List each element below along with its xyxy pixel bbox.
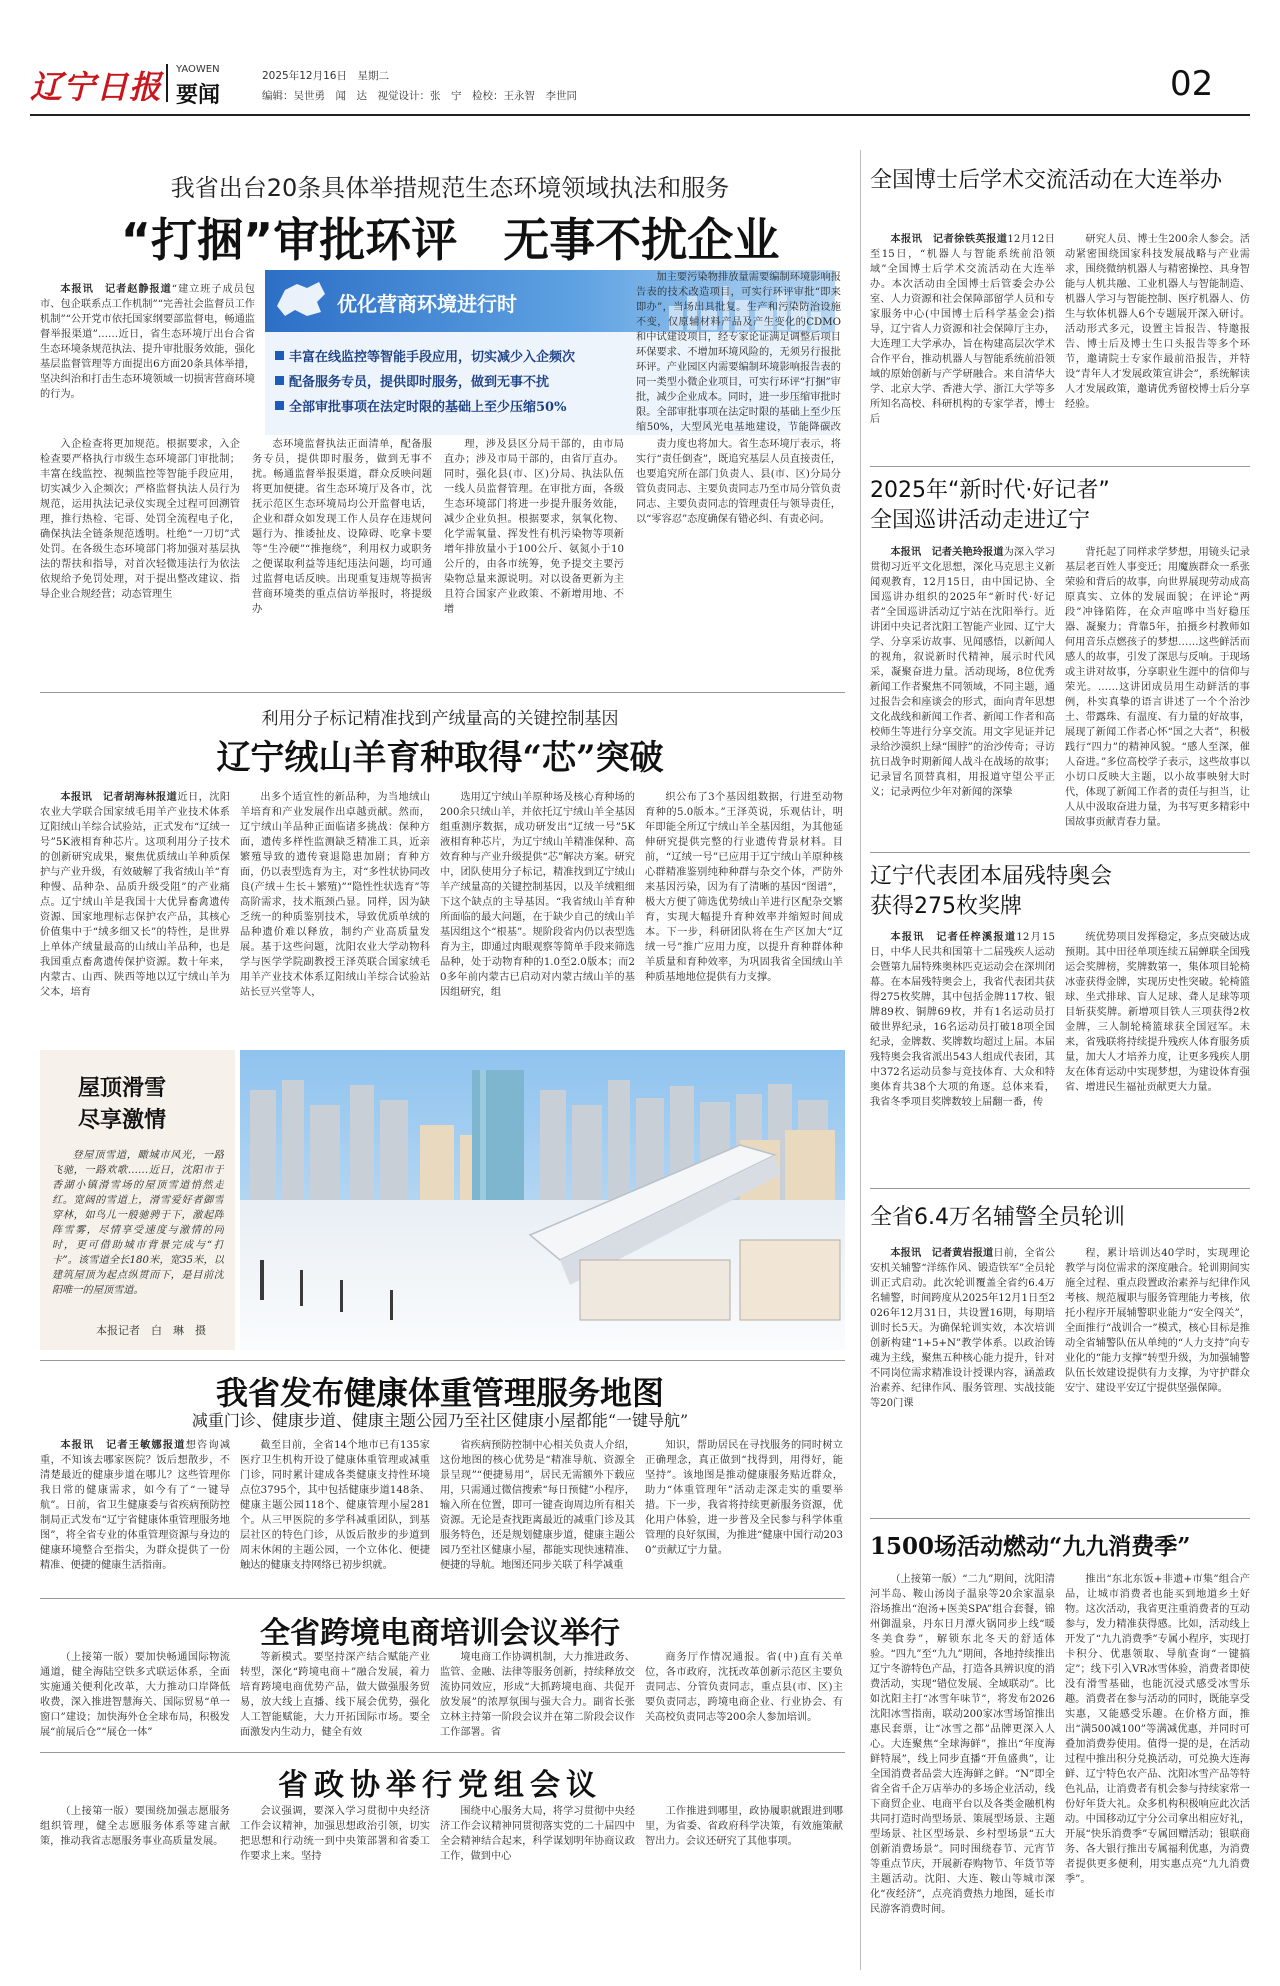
article-col: 出多个适宜性的新品种，为当地绒山羊培育和产业发展作出卓越贡献。然而，辽宁绒山羊品种正面临诸多挑战：保种方面，遗传多样性监测缺乏精准工具，近亲繁殖导致的遗传衰退隐患加剧；育种方面，仍以表型选育为主，对“多性状协同改良(产绒＋生长＋繁殖)”“隐性性状选育”等高阶需求，技术瓶颈凸显。同样，因为缺乏统一的种质鉴别技术，导致优质单绒的品种遗价难以释放，制约产业高质量发展。基于这些问题，沈阳农业大学动物科学与医学学院副教授王泽英联合国家绒毛用羊产业技术体系辽阳绒山羊综合试验站站长豆兴堂等人， — [240, 792, 430, 998]
rooftop-ski-illustration — [240, 1050, 845, 1350]
section-cn: 要闻 — [176, 83, 221, 108]
article-col: 推出“东北东饭+非遗+市集”组合产品，让城市消费者也能买到地道乡土好物。这次活动，我省更注重消费者的互动参与，发力精准获得感。比如，活动线上开发了“九九消费季”专属小程序，实现打卡积分、优惠领取、导航查询“一键搞定”；线下引入VR冰雪体验，消费者即使没有滑雪基础，也能沉浸式感受冰雪乐趣。消费者在参与活动的同时，既能享受实惠，又能感受乐趣。在价格方面，推出“满500减100”等满减优惠，并同时可叠加消费券使用。值得一提的是，在活动过程中推出积分兑换活动，可兑换大连海鲜、辽宁特色农产品、沈阳冰雪产品等特色礼品，让消费者有机会参与持续家常一份好年货大礼。众多机构积极响应此次活动。中国移动辽宁分公司拿出相应好礼，开展“快乐消费季”专属回赠活动；银联商务、各大银行推出专属福利优惠，为消费者提供更多便利，用实惠点亮“九九消费季”。 — [1065, 1574, 1250, 1885]
article-col: 本报讯 记者胡海林报道近日，沈阳农业大学联合国家绒毛用羊产业技术体系辽阳绒山羊综合试验站，正式发布“辽绒一号”5K液相育种芯片。这项利用分子技术的创新研究成果，聚焦优质绒山羊种质保护与产业升级，有效破解了我省绒山羊“育种慢、品种杂、品质升级受阻”的产业痛点。辽宁绒山羊是我国十大优异畜禽遗传资源、国家地理标志保护农产品，其核心价值集中于“绒多细又长”的特性，是世界上单体产绒量最高的山绒山羊品种，也是我国重点畜禽遗传保护资源。数十年来，内蒙古、山西、陕西等地以辽宁绒山羊为父本，培育 — [40, 792, 230, 998]
banner-title: 优化营商环境进行时 — [337, 292, 517, 316]
logo-text: 辽宁日报 — [30, 68, 163, 106]
article-col: 入企检查将更加规范。根据要求，入企检查要严格执行市级生态环境部门审批制；丰富在线监控、视频监控等智能手段应用，切实减少入企频次；严格监督执法人员行为规范，运用执法记录仪实现全过程可回溯管理，推行热检、宅哥、处罚全流程电子化，确保执法全链条规范透明。杜绝“一刀切”式处罚。在各级生态环境部门将加强对基层执法的帮扶和指导，对首次轻微违法行为依法依规给予免罚处理，对于提出整改建议、指导企业合规经营；动态管理生 — [40, 439, 240, 600]
article-col: 本报讯 记者关艳玲报道为深入学习贯彻习近平文化思想，深化马克思主义新闻观教育，12月15日，由中国记协、全国巡讲办组织的2025年“新时代·好记者”全国巡讲活动辽宁站在沈阳举行。近讲团中央记者沈阳工智能产业园、辽宁大学、分享采访故事、见闻感悟，以新闻人的视角，叙说新时代精神，展示时代风采，凝聚奋进力量。活动现场，8位优秀新闻工作者聚焦不同领域，不同主题，通过报告会和座谈会的形式，面向青年思想文化战线和新闻工作者、新闻工作者和高校师生等进行分享交流。用文字见证并记录给沙漠织上绿“围脖”的治沙传奇；寻访抗日战争时期新闻人战斗在战场的故事；记录冒名顶替真相，用报道守望公平正义；记录两位少年对新闻的深挚 — [870, 547, 1055, 798]
article-intro: 本报讯 记者赵静报道“建立班子成员包市、包企联系点工作机制”“完善社会监督员工作机制”“公开党市依托国家纲要部监督电，畅通监督举报渠道”……近日，省生态环境厅出台合省生态环境条规范执法、提升审批服务效能，强化基层监督管理等方面提出6方面20条具体举措，坚决纠治和打击生态环境领域一切损害营商环境的行为。 — [40, 284, 255, 400]
article-subtitle: 减重门诊、健康步道、健康主题公园乃至社区健康小屋都能“一键导航” — [191, 1411, 689, 1430]
article-subtitle: 我省出台20条具体举措规范生态环境领域执法和服务 — [170, 174, 730, 202]
skiing-text: 登屋顶雪道，瞰城市风光，一路飞驰，一路欢歌……近日，沈阳市于香湖小镇滑雪场的屋顶雪道悄然走红。宽阔的雪道上，滑雪爱好者御雪穿林，如鸟儿一般驰骋于下，激起阵阵雪雾，尽情享受速度与激情的同时，更可借助城市背景完成与“打卡”。该雪道全长180米，宽35米，以建筑屋顶为起点纵贯而下，是目前沈阳唯一的屋顶雪道。 — [52, 1150, 224, 1296]
square-bullet-icon — [275, 401, 284, 410]
rooftop-ski-photo — [240, 1050, 845, 1350]
article-col: 商务厅作情况通报。省(中)直有关单位，各市政府，沈抚改革创新示范区主要负责同志、分管负责同志，重点县(市、区)主要负责同志，跨境电商企业、行业协会、有关高校负责同志等200余人参加培训。 — [645, 1652, 843, 1723]
square-bullet-icon — [275, 376, 284, 385]
article-subtitle: 利用分子标记精准找到产绒量高的关键控制基因 — [261, 709, 619, 729]
article-title: 全省6.4万名辅警全员轮训 — [870, 1205, 1125, 1230]
page-number: 02 — [1170, 64, 1214, 104]
editors-line: 编辑：吴世勇 闻 达 视觉设计：张 宁 检校：王永智 李世同 — [262, 90, 577, 102]
article-col: （上接第一版）要加快畅通国际物流通道，健全海陆空铁多式联运体系，全面实施通关便利化改革，大力推动口岸降低收费，深入推进智慧海关、国际贸易“单一窗口”建设；加快海外仓全球布局，积极发展“前展后仓”“展仓一体” — [40, 1652, 230, 1738]
newspaper-logo — [30, 62, 162, 108]
date-line: 2025年12月16日 星期二 — [262, 70, 389, 82]
article-col: 态环境监督执法正面清单，配备服务专员，提供即时服务，做到无事不扰。畅通监督举报渠道，群众反映问题将更加便捷。省生态环境厅及各市，沈抚示范区生态环境局均公开监督电话，企业和群众如发现工作人员存在违规问题行为、推诿扯皮、设障碍、吃拿卡要等“生冷硬”“推拖绕”，利用权力或职务之便谋取利益等违纪违法问题，均可通过监督电话反映。出现重复违规等损害营商环境类的重点信访举报时，将提级办 — [252, 439, 432, 615]
article-col: 背托起了同样求学梦想，用镜头记录基层老百姓人事变迁；用魔族群众一系张荣验和背后的故事，向世界展现劳动成高原真实、立体的发展面貌；在评论“两段”冲锋陷阵，在众声喧哗中当好稳压器、凝聚力；背靠5年，拍摄乡村教师如何用音乐点燃孩子的梦想……这些鲜活而感人的故事，引发了深思与反响。于现场或主讲对故事，分享职业生涯中的信仰与荣光。……这讲团成员用生动鲜活的事例，朴实真挚的语言讲述了一个个治沙土、带露珠、有温度、有力量的好故事，展现了新闻工作者心怀“国之大者”，积极践行“四力”的精神风貌。“感人至深，催人奋进。”多位高校学子表示，这些故事以小切口反映大主题，以小故事映射大时代，体现了新闻工作者的责任与担当，让人从中汲取奋进力量，为书写更多精彩中国故事贡献青春力量。 — [1065, 547, 1250, 828]
article-col: 会议强调，要深入学习贯彻中央经济工作会议精神，加强思想政治引领，切实把思想和行动统一到中央策部署和省委工作要求上来。坚持 — [240, 1806, 430, 1862]
masthead — [0, 0, 1280, 122]
article-title: 全国博士后学术交流活动在大连举办 — [870, 168, 1223, 193]
article-col: （上接第一版）“二九”期间，沈阳清河半岛、鞍山汤岗子温泉等20余家温泉浴场推出“泡汤+医美SPA”组合套餐，锦州御温泉，丹东日月潭火锅同步上线“暖冬美食券”，解锁东北冬天的舒适体验。“四九”至“九九”期间，各地持续推出辽宁冬游特色产品，打造各具辨识度的消费活动，实现“错位发展、全域联动”。比如沈阳主打“冰雪年味节”，将发布2026沈阳冰雪指南，联动200家冰雪场馆推出惠民套票，让“冰雪之都”品牌更深入人心。大连聚焦“全球海鲜”，推出“年度海鲜特展”，线上同步直播“开鱼盛典”，让全国消费者品尝大连海鲜之鲜。“N”即全省全省千企万店举办的多场企业活动，线下商贸企业、电商平台以及各类金融机构共同打造时尚型场景、策展型场景、主题型场景、社区型场景、乡村型场景“五大创新消费场景”。同时围绕春节、元宵节等重点节庆，开展新春购物节、年货节等主题活动。沈阳、大连、鞍山等城市深化“夜经济”，点亮消费热力地图，延长市民游客消费时间。 — [870, 1574, 1055, 1915]
banner-point: 丰富在线监控等智能手段应用，切实减少入企频次 — [275, 346, 825, 365]
article-col: 省疾病预防控制中心相关负责人介绍，这份地图的核心优势是“精准导航、资源全景呈现”“便捷易用”，居民无需额外下载应用，只需通过微信搜索“每日预健”小程序，输入所在位置，即可一键查询周边所有相关资源。无论是查找距离最近的减重门诊及其服务特色，还是规划健康步道，健康主题公园乃至社区健康小屋，都能实现快速精准、便捷的导航。地图还同步关联了科学减重 — [440, 1440, 635, 1571]
article-title: 2025年“新时代·好记者” 全国巡讲活动走进辽宁 — [870, 478, 1110, 533]
article-col: 责力度也将加大。省生态环境厅表示，将实行“责任倒查”，既追究基层人员直接责任，也要追究所在部门负责人、县(市、区)分局分管负责同志、主要负责同志乃至市局分管负责同志、主要负责同志的管理责任与领导责任，以“零容忍”态度确保有错必纠、有责必问。 — [636, 439, 841, 525]
article-col: 本报讯 记者任梓溪报道12月15日，中华人民共和国第十二届残疾人运动会暨第九届特殊奥林匹克运动会在深圳闭幕。在本届残特奥会上，我省代表团共获得275枚奖牌，其中包括金牌117枚、银牌89枚、铜牌69枚，并有1名运动员打破世界纪录，16名运动员打破18项全国纪录，金牌数、奖牌数均超过上届。本届残特奥会我省派出543人组成代表团，其中372名运动员参与竞技体育、大众和特奥体育共38个大项的角逐。总体来看，我省冬季项目奖牌数较上届翻一番，传 — [870, 932, 1055, 1108]
banner-point: 全部审批事项在法定时限的基础上至少压缩50% — [275, 396, 825, 415]
article-title: 1500场活动燃动“九九消费季” — [870, 1533, 1191, 1560]
article-title: 全省跨境电商培训会议举行 — [260, 1616, 620, 1651]
section-en: YAOWEN — [176, 64, 220, 75]
article-col: 研究人员、博士生200余人参会。活动紧密围绕国家科技发展战略与产业需求，围绕微纳机器人与精密操控、具身智能与人机共融、工业机器人与智能制造、机器人学习与智能控制、医疗机器人、仿生与软体机器人6个专题展开深入研讨。活动形式多元，设置主旨报告、特邀报告、博士后及博士生口头报告等多个环节，邀请院士专家作最前沿报告，并特设“青年人才发展政策宣讲会”，系统解读人才发展政策，邀请优秀留校博士后分享经验。 — [1065, 234, 1250, 410]
article-col: 织公布了3个基因组数据，行进至动物育种的5.0版本。”王泽英说，乐观估计，明年即能全所辽宁绒山羊全基因组，为其他延伸研究提供完整的行业遗传背景材料。目前，“辽绒一号”已应用于辽宁绒山羊原种核心群精准鉴别纯种种群与杂交个体，严防外来基因污染，因为有了清晰的基因“图谱”，极大方便了筛选优势绒山羊进行区配杂交繁育，实现大幅提升育种效率并缩短时间成本。下一步，科研团队将在生产区加大“辽绒一号”推广应用力度，以提升育种群体种羊质量和育种效率，为巩固我省全国绒山羊种质基地地位提供有力支撑。 — [645, 792, 843, 983]
article-col: 等新模式。要坚持深产结合赋能产业转型，深化“跨境电商＋”融合发展，着力培育跨境电商优势产品，做大做强服务贸易，放大线上直播、线下展会优势，强化人工智能赋能，大力开拓国际市场。要全面激发内生动力，健全有效 — [240, 1652, 430, 1738]
article-col: 工作推进到哪里，政协履职就跟进到哪里，为省委、省政府科学决策，有效施策献智出力。会议还研究了其他事项。 — [645, 1806, 843, 1847]
skiing-title: 屋顶滑雪 尽享激情 — [78, 1075, 167, 1133]
article-col: 知识，帮助居民在寻找服务的同时树立正确理念，真正做到“找得到，用得好，能坚持”。该地图是推动健康服务贴近群众，助力“体重管理年”活动走深走实的重要举措。下一步，我省将持续更新服务资源，优化用户体验，进一步普及全民参与科学体重管理的良好氛围，为推进“健康中国行动2030”贡献辽宁力量。 — [645, 1440, 843, 1556]
right-column-divider — [860, 150, 861, 1970]
photo-credit: 本报记者 白 琳 摄 — [96, 1324, 206, 1337]
article-col: 加主要污染物排放量需要编制环境影响报告表的技术改造项目，可实行环评审批“即来即办”，当场出具批复。生产和污染防治设施不变，仅原辅材料产品及产生变化的CDMO和中试建设项目，经专家论证满足调整后项目环保要求、不增加环境风险的，无须另行报批环评。产业园区内需要编制环境影响报告表的同一类型小微企业项目，可实行环评“打捆”审批，减少企业成本。同时，进一步压缩审批时限。全部审批事项在法定时限的基础上至少压缩50%，大型风光电基地建设，节能降碳改 — [636, 272, 841, 433]
article-col: 截至目前，全省14个地市已有135家医疗卫生机构开设了健康体重管理或减重门诊，同时累计建成各类健康支持性环境点位3795个，其中包括健康步道148条、健康主题公园118个、健康管理小屋281个。从三甲医院的多学科减重团队，到基层社区的特色门诊，从饭后散步的步道到周末休闲的主题公园，一个立体化、便捷触达的健康支持网络已初步织就。 — [240, 1440, 430, 1571]
article-title: 辽宁绒山羊育种取得“芯”突破 — [216, 738, 664, 778]
article-col: 本报讯 记者徐铁英报道12月12日至15日，“机器人与智能系统前沿领域”全国博士后学术交流活动在大连举办。本次活动由全国博士后管委会办公室、人力资源和社会保障部留学人员和专家服务中心(中国博士后科学基金会)指导，辽宁省人力资源和社会保障厅主办，大连理工大学承办，旨在构建高层次学术合作平台，推动机器人与智能系统前沿领域的原始创新与产学研融合。来自清华大学、北京大学、香港大学、浙江大学等多所知名高校、科研机构的专家学者，博士后 — [870, 234, 1055, 425]
article-title: 省政协举行党组会议 — [278, 1768, 602, 1803]
map-icon — [271, 276, 331, 324]
banner-point: 配备服务专员，提供即时服务，做到无事不扰 — [275, 371, 825, 390]
article-col: 选用辽宁绒山羊原种场及核心育种场的200余只绒山羊，并依托辽宁绒山羊全基因组重测序数据，成功研发出“辽绒一号”5K液相育种芯片，为辽宁绒山羊精准保种、高效育种与产业升级提供“芯”解决方案。研究中，团队使用分子标记，精准找到辽宁绒山羊产绒量高的关键控制基因，以及羊绒粗细下这个缺点的主导基因。“我省绒山羊育种所面临的最大问题，在于缺少自己的绒山羊基因组这个“根基”。规阶段省内仍以表型选育为主，即通过肉眼观察等简单手段来筛选品种，处于动物育种的1.0至2.0版本；而20多年前内蒙古已启动对内蒙古绒山羊的基因组研究，组 — [440, 792, 635, 998]
article-title: 我省发布健康体重管理服务地图 — [215, 1374, 664, 1412]
article-title: 辽宁代表团本届残特奥会 获得275枚奖牌 — [870, 864, 1113, 919]
article-col: 本报讯 记者王敏娜报道想咨询减重，不知该去哪家医院？饭后想散步，不清楚最近的健康步道在哪儿？这些管理你我日常的健康需求，如今有了“一键导航”。日前，省卫生健康委与省疾病预防控制局正式发布“辽宁省健康体重管理服务地图”，将全省专业的体重管理资源与身边的健康环境整合至指尖，为群众提供了一份精准、便捷的健康生活指南。 — [40, 1440, 230, 1571]
masthead-rule — [30, 114, 1250, 116]
article-col: 境电商工作协调机制，大力推进政务、监管、金融、法律等服务创新，持续释放交流协同效应，形成“大抓跨境电商、共促开放发展”的浓厚氛围与强大合力。副省长张立林主持第一阶段会议并在第二阶段会议作工作部署。省 — [440, 1652, 635, 1738]
article-col: 本报讯 记者黄岩报道日前，全省公安机关辅警“洋练作风、锻造铁军”全员轮训正式启动。此次轮训覆盖全省约6.4万名辅警，时间跨度从2025年12月1日至2026年12月31日，共设置16期，每期培训时长5天。为确保轮训实效，本次培训创新构建“1+5+N”教学体系。以政治铸魂为主线，聚焦五种核心能力提升，针对不同岗位需求精准设计授课内容，涵盖政治素养、纪律作风、服务管理、实战技能等20门课 — [870, 1248, 1055, 1409]
article-col: （上接第一版）要围绕加强志愿服务组织管理，健全志愿服务体系等建言献策，推动我省志愿服务事业高质量发展。 — [40, 1806, 230, 1847]
square-bullet-icon — [275, 351, 284, 360]
article-col: 统优势项目发挥稳定，多点突破达成预期。其中田径单项连续五届蝉联全国残运会奖牌榜，奖牌数第一，集体项目轮椅冰壶获得金牌，实现历史性突破。轮椅篮球、坐式排球、盲人足球、聋人足球等项目斩获奖牌。新增项目铁人三项获得2枚金牌，三人制轮椅篮球获全国冠军。未来，省残联将持续提升残疾人体育服务质量，加大人才培养力度，让更多残疾人朋友在体育运动中实现梦想，为建设体育强省、增进民生福祉贡献更大力量。 — [1065, 932, 1250, 1093]
article-col: 围绕中心服务大局，将学习贯彻中央经济工作会议精神同贯彻落实党的二十届四中全会精神结合起来，科学谋划明年协商议政工作，做到中心 — [440, 1806, 635, 1862]
article-title: “打捆”审批环评 无事不扰企业 — [120, 213, 780, 267]
article-col: 程，累计培训达40学时，实现理论教学与岗位需求的深度融合。轮训期间实施全过程、重点段置政治素养与纪律作风考核、规范履职与服务管理能力考核，依托小程序开展辅警职业能力“安全闯关”，全面推行“战训合一”模式，核心目标是推动全省辅警队伍从单纯的“人力支持”向专业化的“能力支撑”转型升级，为加强辅警队伍长效建设提供有力支撑，为守护群众安宁、建设平安辽宁提供坚强保障。 — [1065, 1248, 1250, 1394]
article-col: 理，涉及县区分局干部的，由市局直办；涉及市局干部的，由省厅直办。同时，强化县(市、区)分局、执法队伍一线人员监督管理。在审批方面，各级生态环境部门将进一步提升服务效能，减少企业负担。根据要求，氛氧化物、化学需氧量、挥发性有机污染物等项新增年排放量小于100公斤、氨氮小于10公斤的，由各市统筹，免予提交主要污染物总量来源说明。对以设备更新为主且符合国家产业政策、不新增用地、不增 — [444, 439, 624, 615]
